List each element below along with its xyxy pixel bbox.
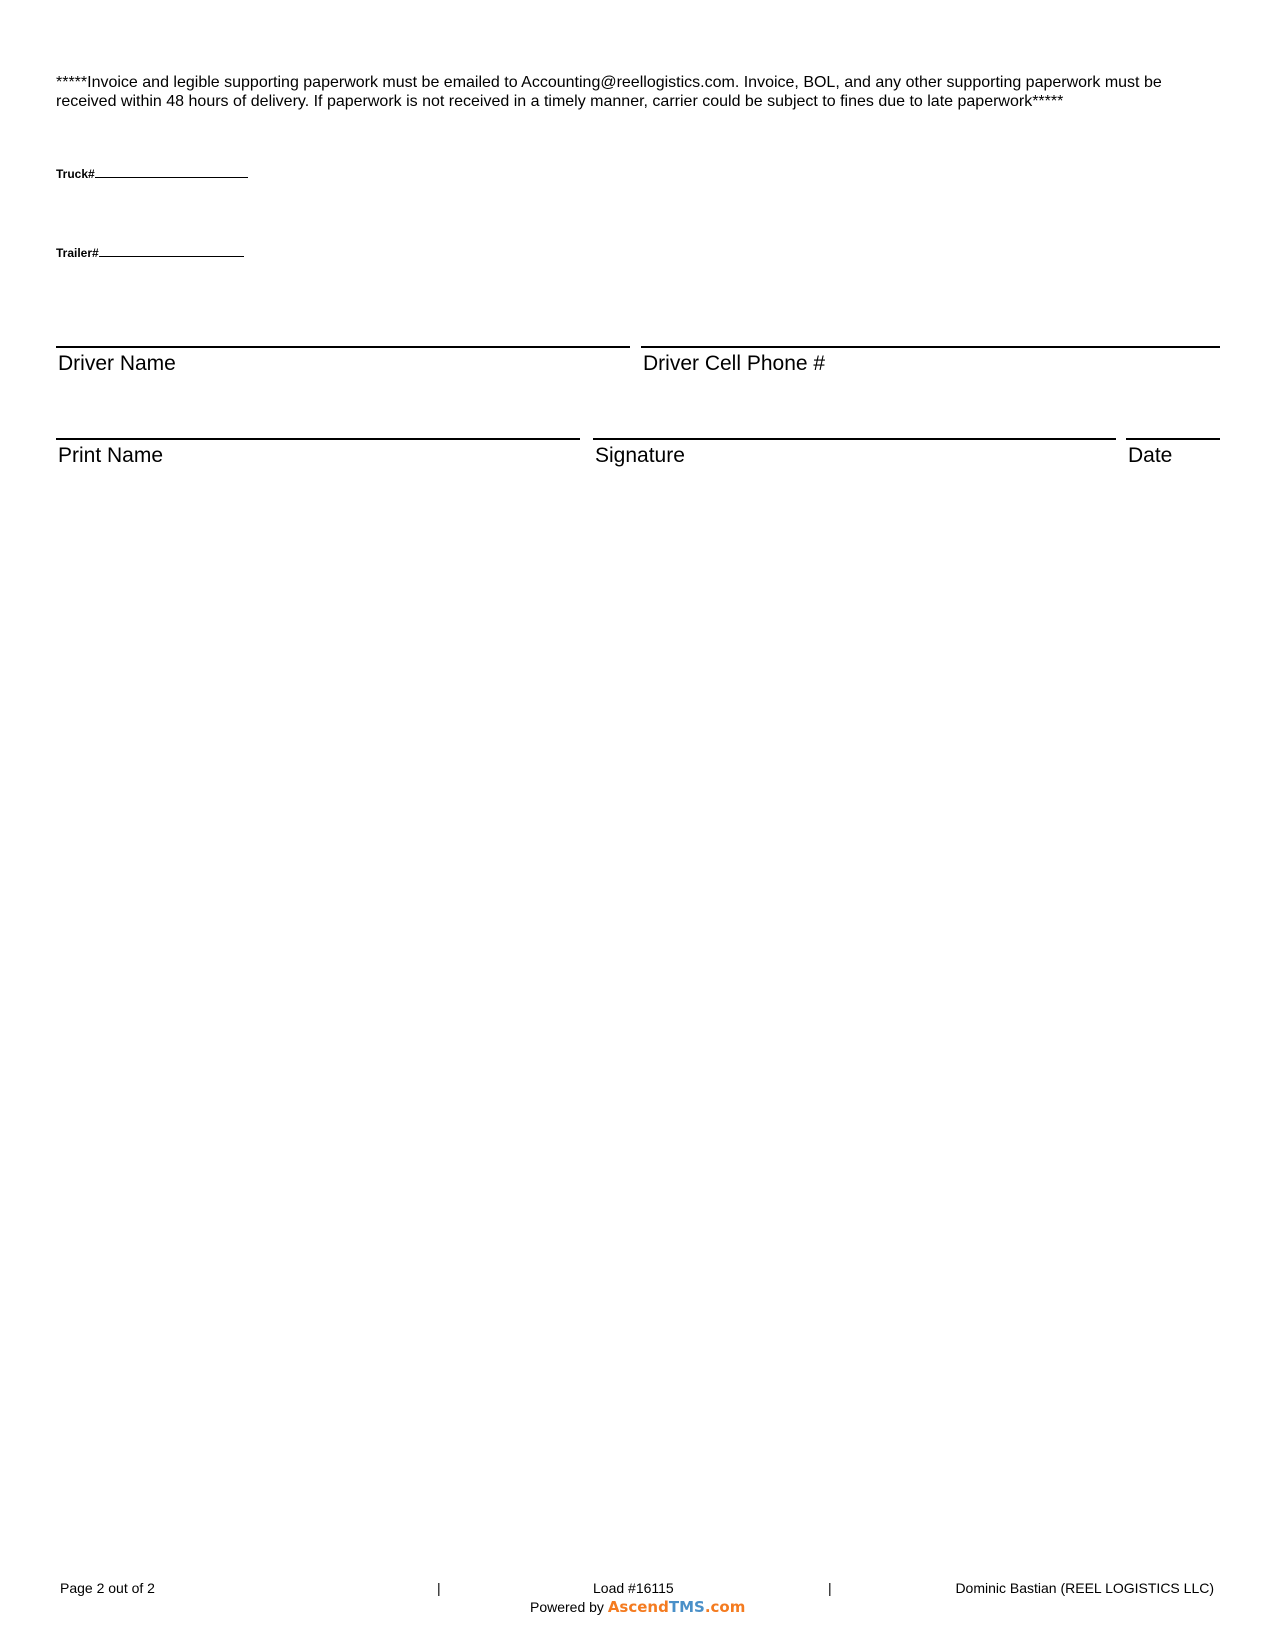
- truck-number-field: [56, 166, 248, 181]
- print-name-line[interactable]: [56, 438, 580, 469]
- trailer-number-field: [56, 245, 244, 260]
- footer-separator: |: [828, 1580, 832, 1596]
- truck-number-blank[interactable]: [95, 166, 248, 178]
- footer-load-number: Load #16115: [593, 1580, 674, 1596]
- truck-number-label: Truck#: [56, 167, 95, 181]
- logo-com: .com: [704, 1598, 746, 1616]
- footer-separator: |: [437, 1580, 441, 1596]
- powered-by-label: Powered by: [530, 1599, 604, 1615]
- driver-phone-label: Driver Cell Phone #: [643, 352, 826, 375]
- driver-phone-line[interactable]: [641, 346, 1220, 377]
- footer-broker-name: Dominic Bastian (REEL LOGISTICS LLC): [955, 1580, 1214, 1596]
- driver-name-line[interactable]: [56, 346, 630, 377]
- ascendtms-logo: [608, 1598, 746, 1616]
- footer-page-number: Page 2 out of 2: [60, 1580, 155, 1596]
- print-name-label: Print Name: [58, 444, 164, 467]
- trailer-number-label: Trailer#: [56, 246, 99, 260]
- trailer-number-blank[interactable]: [99, 245, 244, 257]
- logo-ascend: Ascend: [607, 1598, 669, 1616]
- date-label: Date: [1128, 444, 1173, 467]
- signature-label: Signature: [595, 444, 685, 467]
- footer-powered-by: [530, 1599, 745, 1616]
- logo-tms: TMS: [668, 1598, 705, 1616]
- date-line[interactable]: [1126, 438, 1220, 469]
- paperwork-notice: *****Invoice and legible supporting paperwork must be emailed to Accounting@reellogistics.com. Invoice, BOL, and any other supporting paperwork must be received within 48 hours of delivery. If paperwork is not received in a timely manner, carrier could be subject to fines due to late paperwork*****: [56, 74, 1162, 110]
- driver-name-label: Driver Name: [58, 352, 176, 375]
- signature-line[interactable]: [593, 438, 1116, 469]
